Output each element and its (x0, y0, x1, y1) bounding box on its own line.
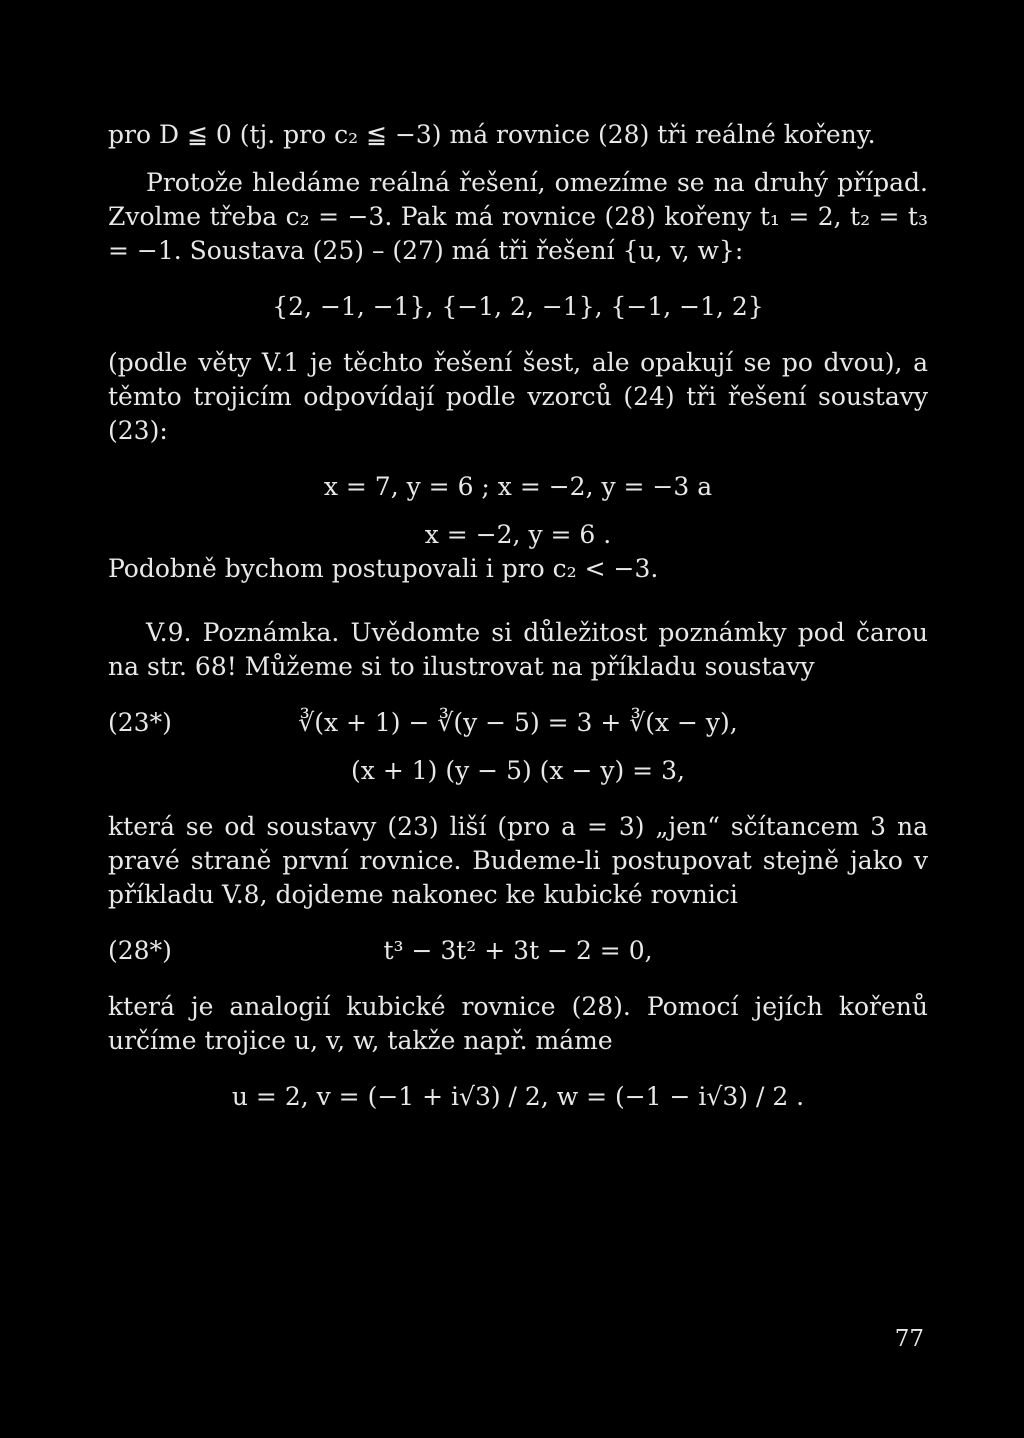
equation-23-star-line-1: ∛(x + 1) − ∛(y − 5) = 3 + ∛(x − y), (298, 708, 738, 737)
equation-28-star (108, 934, 928, 968)
paragraph-3: (podle věty V.1 je těchto řešení šest, ale opakují se po dvou), a těmto trojicím odpovídají podle vzorců (24) tři řešení soustavy (23): (108, 348, 928, 445)
paragraph-1: pro D ≦ 0 (tj. pro c₂ ≦ −3) má rovnice (28) tři reálné kořeny. (108, 120, 876, 149)
paragraph-7: která je analogií kubické rovnice (28). Pomocí jejích kořenů určíme trojice u, v, w, takže např. máme (108, 992, 928, 1055)
paragraph-2: Protože hledáme reálná řešení, omezíme se na druhý případ. Zvolme třeba c₂ = −3. Pak má rovnice (28) kořeny t₁ = 2, t₂ = t₃ = −1. Soustava (25) – (27) má tři řešení {u, v, w}: (108, 168, 928, 265)
equation-final: u = 2, v = (−1 + i√3) / 2, w = (−1 − i√3) / 2 . (231, 1082, 805, 1111)
equation-solutions-1: x = 7, y = 6 ; x = −2, y = −3 a (323, 472, 713, 501)
page-number: 77 (894, 1326, 924, 1352)
paragraph-6: která se od soustavy (23) liší (pro a = 3) „jen“ sčítancem 3 na pravé straně první rovnice. Budeme-li postupovat stejně jako v příkladu V.8, dojdeme nakonec ke kubické rovnici (108, 812, 928, 909)
equation-23-star-line-2: (x + 1) (y − 5) (x − y) = 3, (351, 756, 685, 785)
equation-23-star (108, 706, 928, 740)
equation-label-23-star: (23*) (108, 708, 172, 737)
equation-28-star-body: t³ − 3t² + 3t − 2 = 0, (383, 936, 653, 965)
equation-solutions-2: x = −2, y = 6 . (424, 520, 612, 549)
paragraph-remark: V.9. Poznámka. Uvědomte si důležitost poznámky pod čarou na str. 68! Můžeme si to ilustrovat na příkladu soustavy (108, 618, 928, 681)
paragraph-4: Podobně bychom postupovali i pro c₂ < −3. (108, 554, 659, 583)
equation-label-28-star: (28*) (108, 936, 172, 965)
equation-triples: {2, −1, −1}, {−1, 2, −1}, {−1, −1, 2} (272, 292, 764, 321)
page-content (108, 118, 928, 1114)
